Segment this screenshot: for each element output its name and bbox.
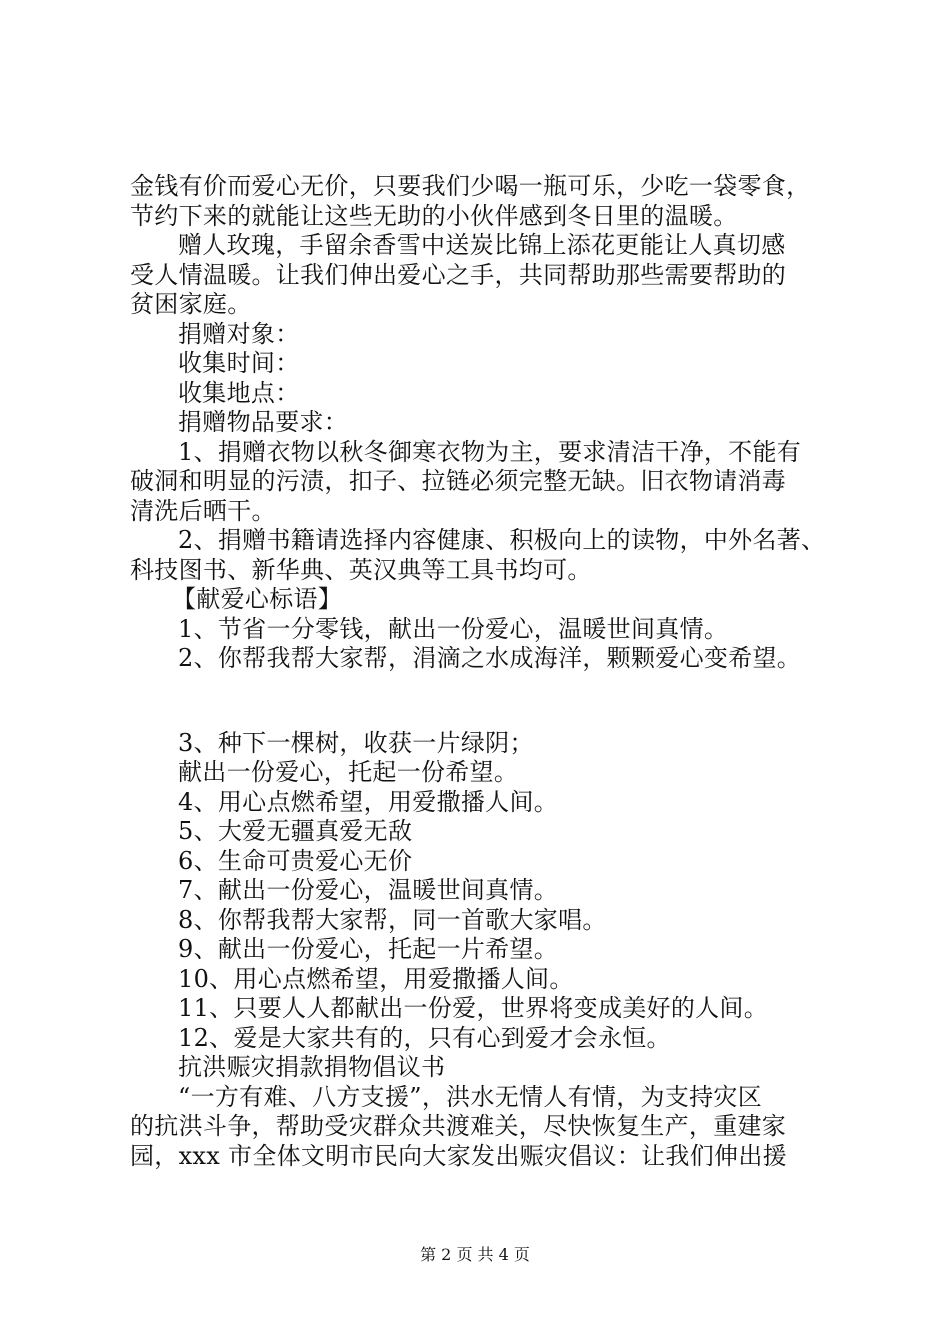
section-title: 抗洪赈灾捐款捐物倡议书	[178, 1053, 446, 1081]
paragraph-line: 的抗洪斗争，帮助受灾群众共渡难关，尽快恢复生产，重建家	[130, 1112, 787, 1140]
slogan-item: 献出一份爱心，托起一份希望。	[178, 758, 519, 786]
field-label-collection-time: 收集时间：	[178, 349, 300, 377]
paragraph-line: 清洗后晒干。	[130, 496, 276, 525]
paragraph-line: 金钱有价而爱心无价，只要我们少喝一瓶可乐，少吃一袋零食，	[130, 172, 811, 200]
paragraph-line: 科技图书、新华典、英汉典等工具书均可。	[130, 555, 592, 584]
page-number-footer: 第 2 页 共 4 页	[420, 1245, 530, 1264]
slogan-item: 11、只要人人都献出一份爱，世界将变成美好的人间。	[178, 994, 769, 1022]
slogan-item: 8、你帮我帮大家帮，同一首歌大家唱。	[178, 905, 607, 934]
blank-line	[130, 674, 830, 729]
section-heading: 【献爱心标语】	[172, 585, 343, 613]
field-label-item-requirements: 捐赠物品要求：	[178, 408, 349, 436]
paragraph-line: 节约下来的就能让这些无助的小伙伴感到冬日里的温暖。	[130, 201, 738, 230]
list-item: 1、捐赠衣物以秋冬御寒衣物为主，要求清洁干净，不能有	[178, 437, 802, 466]
slogan-item: 4、用心点燃希望，用爱撒播人间。	[178, 787, 559, 816]
paragraph-line: 园，xxx 市全体文明市民向大家发出赈灾倡议：让我们伸出援	[130, 1141, 787, 1170]
paragraph-line: “一方有难、八方支援”，洪水无情人有情，为支持灾区	[178, 1082, 763, 1111]
paragraph-line: 贫困家庭。	[130, 290, 252, 318]
slogan-item: 6、生命可贵爱心无价	[178, 846, 413, 875]
slogan-item: 7、献出一份爱心，温暖世间真情。	[178, 876, 559, 904]
field-label-collection-place: 收集地点：	[178, 378, 300, 407]
list-item: 2、捐赠书籍请选择内容健康、积极向上的读物，中外名著、	[178, 526, 826, 554]
document-body	[130, 172, 830, 1171]
slogan-item: 2、你帮我帮大家帮，涓滴之水成海洋，颗颗爱心变希望。	[178, 644, 802, 672]
paragraph-line: 破洞和明显的污渍，扣子、拉链必须完整无缺。旧衣物请消毒	[130, 467, 787, 495]
slogan-item: 1、节省一分零钱，献出一份爱心，温暖世间真情。	[178, 614, 729, 643]
slogan-item: 3、种下一棵树，收获一片绿阴；	[178, 728, 534, 757]
slogan-item: 10、用心点燃希望，用爱撒播人间。	[178, 964, 574, 993]
slogan-item: 12、爱是大家共有的，只有心到爱才会永恒。	[178, 1023, 671, 1052]
slogan-item: 5、大爱无疆真爱无敌	[178, 817, 413, 845]
field-label-donation-target: 捐赠对象：	[178, 319, 300, 348]
slogan-item: 9、献出一份爱心，托起一片希望。	[178, 935, 559, 963]
paragraph-line: 赠人玫瑰，手留余香雪中送炭比锦上添花更能让人真切感	[178, 231, 786, 259]
paragraph-line: 受人情温暖。让我们伸出爱心之手，共同帮助那些需要帮助的	[130, 260, 787, 289]
